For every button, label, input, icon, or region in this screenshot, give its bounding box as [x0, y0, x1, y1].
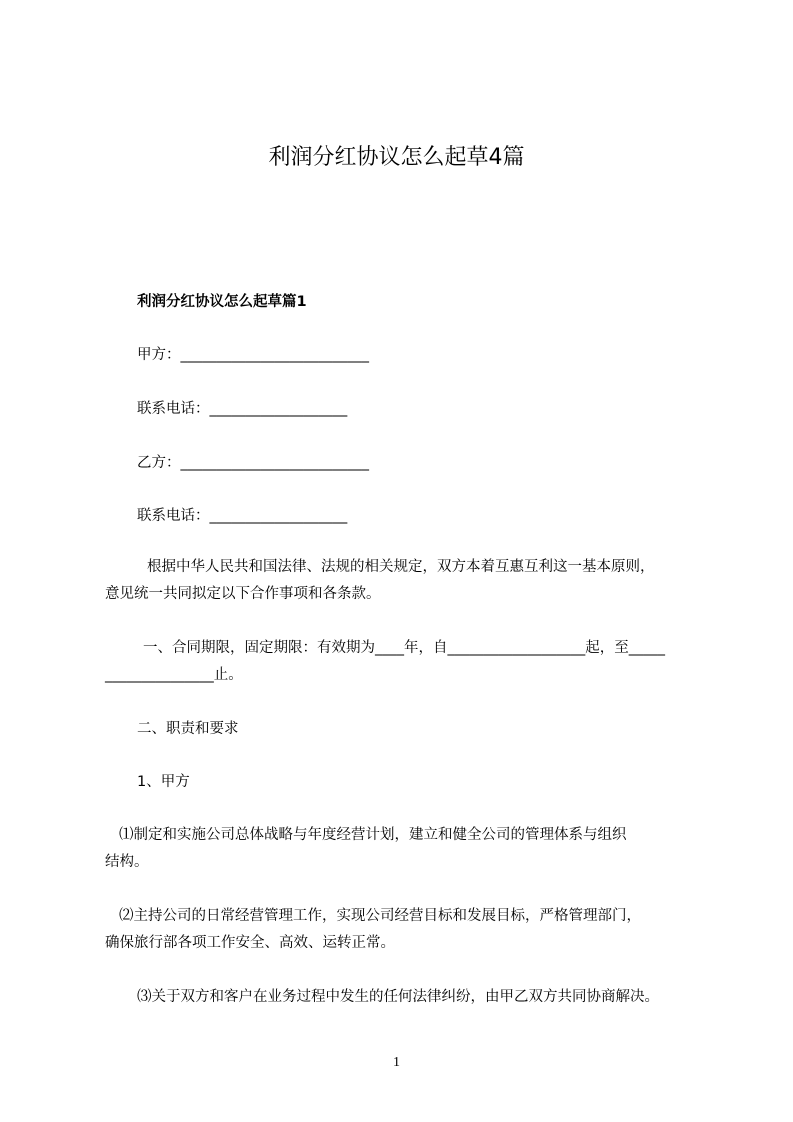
- item-2-line-1: ⑵主持公司的日常经营管理工作，实现公司经营目标和发展目标，严格管理部门，: [119, 908, 641, 924]
- item-1-line-1: ⑴制定和实施公司总体战略与年度经营计划，建立和健全公司的管理体系与组织: [119, 827, 627, 843]
- party-b-line: 乙方：__________________________: [137, 455, 369, 471]
- party-b-phone-line: 联系电话：___________________: [137, 508, 348, 524]
- intro-paragraph-line-1: 根据中华人民共和国法律、法规的相关规定，双方本着互惠互利这一基本原则，: [147, 559, 655, 575]
- item-2-line-2: 确保旅行部各项工作安全、高效、运转正常。: [105, 935, 395, 951]
- party-a-line: 甲方：__________________________: [137, 347, 369, 363]
- party-a-phone-line: 联系电话：___________________: [137, 401, 348, 417]
- party-a-subheading: 1、甲方: [137, 774, 190, 790]
- item-1-line-2: 结构。: [105, 854, 149, 870]
- duties-heading: 二、职责和要求: [137, 721, 239, 737]
- intro-paragraph-line-2: 意见统一共同拟定以下合作事项和各条款。: [105, 586, 381, 602]
- document-title: 利润分红协议怎么起草4篇: [268, 145, 525, 170]
- item-3-line-1: ⑶关于双方和客户在业务过程中发生的任何法律纠纷，由甲乙双方共同协商解决。: [137, 989, 659, 1005]
- term-paragraph-line-1: 一、合同期限，固定期限：有效期为____年，自___________________起，至_____: [143, 640, 665, 656]
- page-number: 1: [393, 1055, 400, 1070]
- term-paragraph-line-2: _______________止。: [105, 667, 243, 683]
- section-heading: 利润分红协议怎么起草篇1: [137, 294, 307, 310]
